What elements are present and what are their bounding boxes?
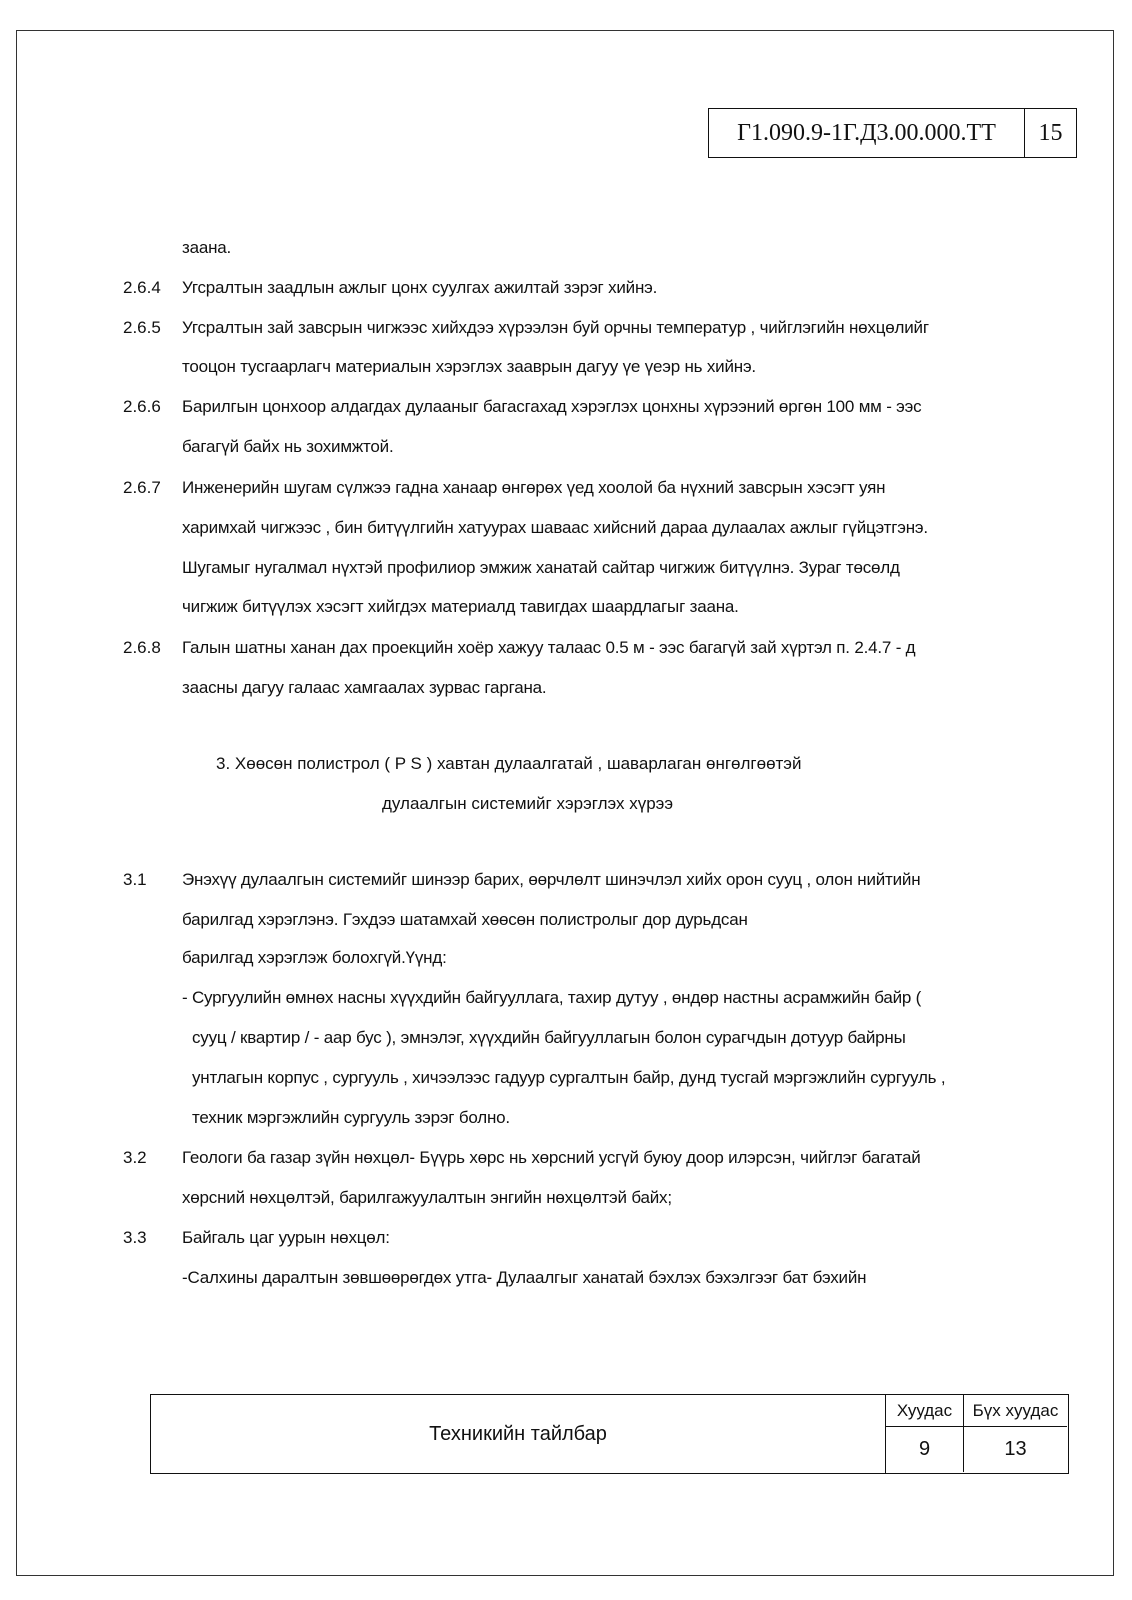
body-line: - Сургуулийн өмнөх насны хүүхдийн байгууллага, тахир дутуу , өндөр настны асрамжийн байр ( — [182, 988, 922, 1007]
sheet-value: 9 — [886, 1427, 964, 1472]
body-line: заасны дагуу галаас хамгаалах зурвас гаргана. — [182, 678, 547, 697]
title-block-footer — [150, 1394, 1069, 1474]
body-line: заана. — [182, 238, 232, 257]
document-code: Г1.090.9-1Г.Д3.00.000.ТТ — [709, 109, 1025, 157]
body-line: барилгад хэрэглэнэ. Гэхдээ шатамхай хөөсөн полистролыг дор дурьдсан — [182, 910, 748, 929]
total-sheets-label: Бүх хуудас — [964, 1395, 1067, 1427]
body-line: сууц / квартир / - аар бус ), эмнэлэг, хүүхдийн байгууллагын болон сурагчдын дотуур байрны — [192, 1028, 906, 1047]
body-line: техник мэргэжлийн сургууль зэрэг болно. — [192, 1108, 510, 1127]
clause-number: 2.6.8 — [123, 638, 161, 657]
body-line: Барилгын цонхоор алдагдах дулааныг багасгахад хэрэглэх цонхны хүрээний өргөн 100 мм - ээс — [182, 397, 922, 416]
body-line: Галын шатны ханан дах проекцийн хоёр хажуу талаас 0.5 м - ээс багагүй зай хүртэл п. 2.4.7 - д — [182, 638, 916, 657]
body-line: хөрсний нөхцөлтэй, барилгажуулалтын энгийн нөхцөлтэй байх; — [182, 1188, 672, 1207]
clause-number: 3.3 — [123, 1228, 147, 1247]
body-line: багагүй байх нь зохимжтой. — [182, 437, 394, 456]
body-line: Угсралтын заадлын ажлыг цонх суулгах ажилтай зэрэг хийнэ. — [182, 278, 658, 297]
clause-number: 2.6.6 — [123, 397, 161, 416]
body-line: Угсралтын зай завсрын чигжээс хийхдээ хүрээлэн буй орчны температур , чийглэгийн нөхцөлийг — [182, 318, 929, 337]
body-line: Геологи ба газар зүйн нөхцөл- Бүүрь хөрс нь хөрсний усгүй буюу доор илэрсэн, чийглэг багатай — [182, 1148, 921, 1167]
sheet-label: Хуудас — [886, 1395, 964, 1427]
body-line: -Салхины даралтын зөвшөөрөгдөх утга- Дулаалгыг ханатай бэхлэх бэхэлгээг бат бэхийн — [182, 1268, 867, 1287]
clause-number: 2.6.7 — [123, 478, 161, 497]
body-line: Инженерийн шугам сүлжээ гадна ханаар өнгөрөх үед хоолой ба нүхний завсрын хэсэгт уян — [182, 478, 886, 497]
document-title: Техникийн тайлбар — [151, 1395, 886, 1473]
body-line: харимхай чигжээс , бин битүүлгийн хатуурах шаваас хийсний дараа дулаалах ажлыг гүйцэтгэнэ. — [182, 518, 928, 537]
body-line: Энэхүү дулаалгын системийг шинээр барих, өөрчлөлт шинэчлэл хийх орон сууц , олон нийтийн — [182, 870, 921, 889]
section-heading-line-2: дулаалгын системийг хэрэглэх хүрээ — [382, 794, 674, 813]
total-sheets-value: 13 — [1004, 1438, 1027, 1460]
title-block-header — [708, 108, 1077, 158]
section-heading-line-1: 3. Хөөсөн полистрол ( P S ) хавтан дулаалгатай , шаварлаган өнгөлгөөтэй — [216, 754, 802, 773]
body-line: унтлагын корпус , сургууль , хичээлээс гадуур сургалтын байр, дунд тусгай мэргэжлийн сургууль , — [192, 1068, 946, 1087]
body-line: чигжиж битүүлэх хэсэгт хийгдэх материалд тавигдах шаардлагыг заана. — [182, 597, 739, 616]
clause-number: 2.6.5 — [123, 318, 161, 337]
clause-number: 2.6.4 — [123, 278, 161, 297]
body-line: Байгаль цаг уурын нөхцөл: — [182, 1228, 390, 1247]
body-line: барилгад хэрэглэж болохгүй.Үүнд: — [182, 948, 447, 967]
clause-number: 3.2 — [123, 1148, 147, 1167]
body-line: тооцон тусгаарлагч материалын хэрэглэх зааврын дагуу үе үеэр нь хийнэ. — [182, 357, 756, 376]
clause-number: 3.1 — [123, 870, 147, 889]
header-page-number: 15 — [1038, 119, 1063, 146]
body-line: Шугамыг нугалмал нүхтэй профилиор эмжиж ханатай сайтар чигжиж битүүлнэ. Зураг төсөлд — [182, 558, 900, 577]
